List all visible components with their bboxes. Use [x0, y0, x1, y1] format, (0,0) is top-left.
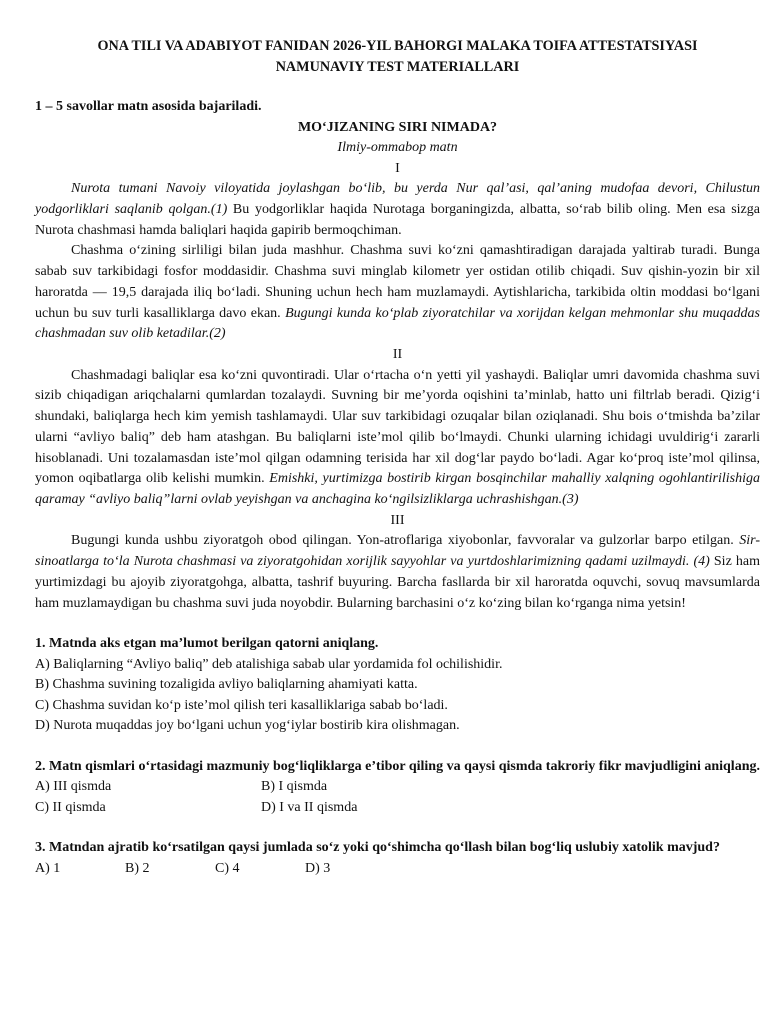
paragraph-2	[35, 241, 760, 345]
question-1-option-d: D) Nurota muqaddas joy bo‘lgani uchun yog‘iylar bostirib kira olishmagan.	[35, 718, 460, 734]
section-label-1: I	[395, 160, 400, 176]
question-2-option-b: B) I qismda	[261, 779, 328, 795]
paragraph-1-rest: Bu yodgorliklar haqida Nurotaga borganingizda, albatta, so‘rab bilib oling. Men esa sizga Nurota chashmasi hamda baliqlari haqida gapirib bermoqchiman.	[35, 201, 760, 238]
title-line-2: NAMUNAVIY TEST MATERIALLARI	[275, 58, 520, 75]
question-2-text: 2. Matn qismlari o‘rtasidagi mazmuniy bog‘liqliklarga e’tibor qiling va qaysi qismda takroriy fikr mavjudligini aniqlang.	[35, 758, 760, 774]
question-3-option-b: B) 2	[125, 860, 150, 876]
title-line-1: ONA TILI VA ADABIYOT FANIDAN 2026-YIL BAHORGI MALAKA TOIFA ATTESTATSIYASI	[97, 38, 698, 54]
document-title	[35, 36, 760, 77]
sentence-2: Bugungi kunda ko‘plab ziyoratchilar va xorijdan kelgan mehmonlar shu muqaddas chashmadan suv olib ketadilar.(2)	[35, 305, 761, 342]
question-2-option-c: C) II qismda	[35, 799, 106, 815]
sentence-4: Sir-sinoatlarga to‘la Nurota chashmasi va ziyoratgohidan xorijlik sayyohlar va yurtdoshlarimizning qadami uzilmaydi. (4)	[35, 533, 760, 569]
question-1-option-a: A) Baliqlarning “Avliyo baliq” deb atalishiga sabab ular yordamida fol ochilishidir.	[35, 656, 503, 672]
paragraph-3	[35, 366, 760, 511]
question-3-text: 3. Matndan ajratib ko‘rsatilgan qaysi jumlada so‘z yoki qo‘shimcha qo‘llash bilan bog‘liq uslubiy xatolik mavjud?	[35, 840, 720, 856]
paragraph-3-start: Chashmadagi baliqlar esa ko‘zni quvontiradi. Ular o‘rtacha o‘n yetti yil yashaydi. Baliqlar umri davomida chashma suvi sizib chiqadigan ariqchalarni qumlardan tozalaydi. Suvning bir me’yorda oqishini ta’minlab, hatto uni filtrlab beradi. Qizig‘i shundaki, baliqlarga hech kim yemish tashlamaydi. Ular suv tarkibidagi ozuqalar bilan oziqlanadi. Shu bois o‘tmishda ba’zilar ularni “avliyo baliq” deb ham atashgan. Bu baliqlarni iste’mol qilib bo‘lmaydi. Chunki ularning ichidagi uvuldirig‘i zararli hisoblanadi. Uni tozalamasdan iste’mol qilgan odamning terisida har xil dog‘lar paydo bo‘ladi. Agar ko‘proq iste’mol qilinsa, yomon oqibatlarga olib kelishi mumkin.	[35, 367, 760, 487]
question-1	[35, 634, 760, 737]
passage-title: MO‘JIZANING SIRI NIMADA?	[297, 119, 498, 135]
question-3-options	[35, 859, 760, 880]
paragraph-4	[35, 531, 760, 614]
question-1-text: 1. Matnda aks etgan ma’lumot berilgan qatorni aniqlang.	[35, 636, 379, 652]
question-3	[35, 838, 760, 879]
sentence-1: Nurota tumani Navoiy viloyatida joylashgan bo‘lib, bu yerda Nur qal’asi, qal’aning mudofaa devori, Chilustun yodgorliklari saqlanib qolgan.(1)	[35, 181, 760, 217]
paragraph-4-rest: Siz ham yurtimizdagi bu ajoyib ziyoratgohga, albatta, tashrif buyuring. Barcha fasllarda bir xil haroratda oquvchi, sovuq mavsumlarda ham muzlamaydigan bu chashma suvi juda noyobdir. Bularning barchasini o‘z ko‘zing bilan ko‘rganga nima yetsin!	[35, 554, 760, 611]
question-3-option-a: A) 1	[35, 860, 61, 876]
document-page	[35, 36, 760, 879]
sentence-3: Emishki, yurtimizga bostirib kirgan bosqinchilar mahalliy xalqning ogohlantirilishiga qaramay “avliyo baliq”larni ovlab yeyishgan va anchagina ko‘ngilsizliklarga uchrashishgan.(3)	[35, 471, 761, 507]
section-label-2: II	[392, 347, 403, 362]
question-1-option-c: C) Chashma suvidan ko‘p iste’mol qilish teri kasalliklariga sabab bo‘ladi.	[35, 697, 448, 713]
question-2-option-a: A) III qismda	[35, 779, 112, 795]
question-2-options	[35, 777, 760, 818]
question-1-option-b: B) Chashma suvining tozaligida avliyo baliqlarning ahamiyati katta.	[35, 677, 418, 693]
paragraph-4-start: Bugungi kunda ushbu ziyoratgoh obod qilingan. Yon-atroflariga xiyobonlar, favvoralar va gulzorlar barpo etilgan.	[71, 533, 740, 549]
section-label-3: III	[390, 512, 405, 528]
question-3-option-d: D) 3	[305, 860, 331, 876]
question-2	[35, 757, 760, 819]
passage-subtitle: Ilmiy-ommabop matn	[337, 140, 458, 155]
paragraph-2-start: Chashma o‘zining sirliligi bilan juda mashhur. Chashma suvi ko‘zni qamashtiradigan darajada yaltirab turadi. Bunga sabab suv tarkibidagi fosfor moddasidir. Chashma suvi minglab kilometr yer ostidan otilib chiqadi. Suv qishin-yozin bir xil haroratda — 19,5 darajada iliq bo‘ladi. Shuning uchun hech ham muzlamaydi. Aytishlaricha, tarkibida oltin moddasi bo‘lgani uchun bu suv turli kasalliklarga davo ekan.	[35, 243, 760, 321]
question-3-option-c: C) 4	[215, 860, 240, 876]
instruction: 1 – 5 savollar matn asosida bajariladi.	[35, 99, 262, 114]
paragraph-1	[35, 179, 760, 241]
question-2-option-d: D) I va II qismda	[261, 799, 358, 815]
